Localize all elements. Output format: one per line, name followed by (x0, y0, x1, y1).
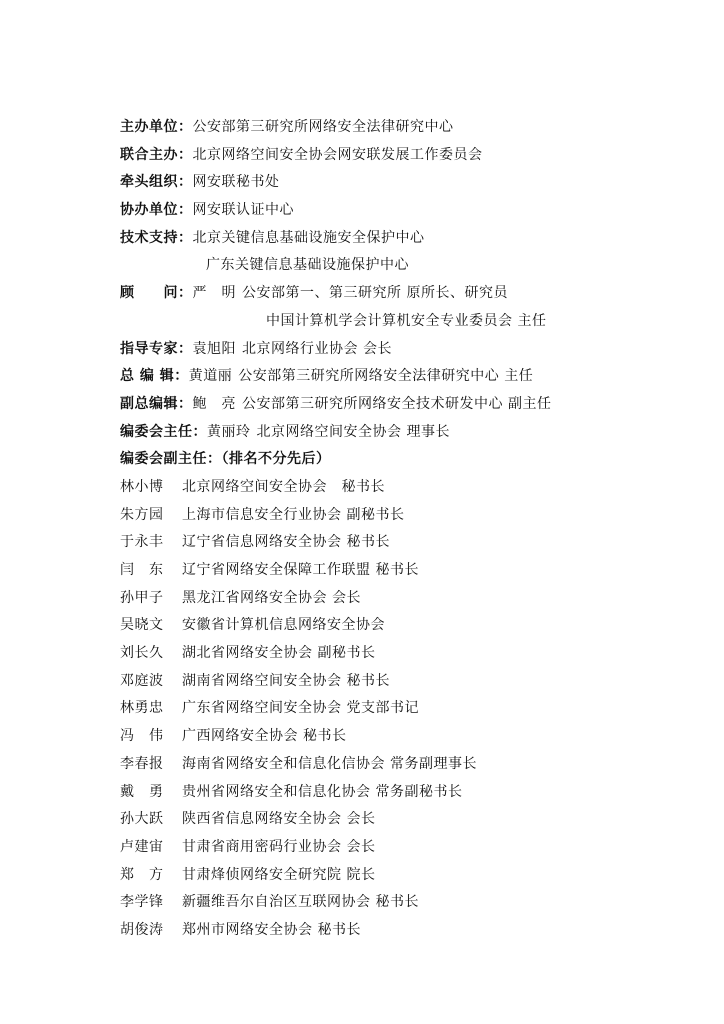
chief-editor-role: 公安部第三研究所网络安全法律研究中心 主任 (238, 368, 534, 385)
list-item (120, 612, 700, 640)
vice-chairs-heading-line (120, 446, 700, 474)
member-role: 广东省网络空间安全协会 党支部书记 (182, 700, 419, 717)
list-item (120, 529, 700, 557)
member-role: 郑州市网络安全协会 秘书长 (182, 921, 361, 938)
tech-support-label: 技术支持： (120, 229, 193, 246)
advisor-line (120, 280, 700, 308)
member-role: 甘肃烽侦网络安全研究院 院长 (182, 866, 376, 883)
list-item (120, 806, 700, 834)
member-name: 李学锋 (120, 894, 164, 911)
member-name: 吴晓文 (120, 617, 164, 634)
member-role: 湖北省网络安全协会 副秘书长 (182, 645, 376, 662)
lead-org-line (120, 169, 700, 197)
member-name: 朱方园 (120, 506, 164, 523)
list-item (120, 723, 700, 751)
advisor-line-2 (120, 308, 700, 336)
committee-chair-label: 编委会主任： (120, 423, 207, 440)
member-role: 陕西省信息网络安全协会 会长 (182, 811, 376, 828)
member-name: 孙甲子 (120, 589, 164, 606)
list-item (120, 751, 700, 779)
advisor-role-2: 中国计算机学会计算机安全专业委员会 主任 (266, 312, 547, 329)
member-name: 刘长久 (120, 645, 164, 662)
list-item (120, 668, 700, 696)
list-item (120, 502, 700, 530)
member-name: 卢建宙 (120, 838, 164, 855)
list-item (120, 557, 700, 585)
member-name: 林勇忠 (120, 700, 164, 717)
assist-org-value: 网安联认证中心 (192, 202, 294, 219)
assist-org-label: 协办单位： (120, 202, 193, 219)
committee-chair-line (120, 419, 700, 447)
organizer-label: 主办单位： (120, 119, 193, 135)
tech-support-line-2 (120, 252, 700, 280)
expert-name: 袁旭阳 (192, 340, 236, 357)
list-item (120, 695, 700, 723)
member-role: 新疆维吾尔自治区互联网协会 秘书长 (182, 894, 419, 911)
chief-editor-label: 总 编 辑： (120, 368, 189, 385)
list-item (120, 834, 700, 862)
member-name: 戴 勇 (120, 783, 164, 800)
member-role: 辽宁省信息网络安全协会 秘书长 (182, 534, 390, 551)
member-name: 林小博 (120, 478, 164, 495)
expert-role: 北京网络行业协会 会长 (242, 340, 392, 357)
member-name: 郑 方 (120, 866, 164, 883)
vice-chairs-heading: 编委会副主任：（排名不分先后） (120, 451, 331, 468)
tech-support-value: 北京关键信息基础设施安全保护中心 (192, 229, 425, 246)
member-role: 湖南省网络空间安全协会 秘书长 (182, 672, 390, 689)
deputy-editor-label: 副总编辑： (120, 395, 193, 412)
list-item (120, 474, 700, 502)
co-organizer-line (120, 142, 700, 170)
advisor-label: 顾 问： (120, 285, 193, 302)
member-role: 甘肃省商用密码行业协会 会长 (182, 838, 376, 855)
list-item (120, 917, 700, 945)
co-organizer-value: 北京网络空间安全协会网安联发展工作委员会 (192, 146, 483, 163)
tech-support-value-2: 广东关键信息基础设施保护中心 (206, 257, 409, 274)
advisor-role-1: 公安部第一、第三研究所 原所长、研究员 (242, 285, 508, 302)
member-role: 上海市信息安全行业协会 副秘书长 (182, 506, 405, 523)
chief-editor-line (120, 363, 700, 391)
deputy-editor-name: 鲍 亮 (192, 395, 236, 412)
lead-org-label: 牵头组织： (120, 174, 193, 191)
tech-support-line (120, 225, 700, 253)
list-item (120, 862, 700, 890)
member-role: 辽宁省网络安全保障工作联盟 秘书长 (182, 562, 419, 578)
masthead-document (120, 114, 700, 945)
member-role: 黑龙江省网络安全协会 会长 (182, 589, 361, 606)
member-role: 北京网络空间安全协会 秘书长 (182, 478, 385, 495)
organizer-line (120, 114, 700, 142)
advisor-name: 严 明 (192, 285, 236, 302)
deputy-editor-role: 公安部第三研究所网络安全技术研发中心 副主任 (242, 395, 552, 412)
member-name: 闫 东 (120, 562, 164, 578)
assist-org-line (120, 197, 700, 225)
expert-label: 指导专家： (120, 340, 193, 357)
member-name: 李春报 (120, 755, 164, 772)
list-item (120, 779, 700, 807)
list-item (120, 889, 700, 917)
member-role: 贵州省网络安全和信息化协会 常务副秘书长 (182, 783, 463, 800)
list-item (120, 585, 700, 613)
expert-line (120, 336, 700, 364)
member-role: 广西网络安全协会 秘书长 (182, 728, 347, 745)
member-name: 冯 伟 (120, 728, 164, 745)
member-name: 胡俊涛 (120, 921, 164, 938)
chief-editor-name: 黄道丽 (188, 368, 233, 385)
vice-chairs-list (120, 474, 700, 945)
member-role: 安徽省计算机信息网络安全协会 (182, 617, 385, 634)
member-name: 邓庭波 (120, 672, 164, 689)
member-name: 孙大跃 (120, 811, 164, 828)
committee-chair-role: 北京网络空间安全协会 理事长 (256, 423, 450, 440)
lead-org-value: 网安联秘书处 (192, 174, 280, 191)
co-organizer-label: 联合主办： (120, 146, 193, 163)
deputy-editor-line (120, 391, 700, 419)
organizer-value: 公安部第三研究所网络安全法律研究中心 (192, 119, 454, 135)
member-role: 海南省网络安全和信息化信协会 常务副理事长 (182, 755, 477, 772)
committee-chair-name: 黄丽玲 (207, 423, 251, 440)
member-name: 于永丰 (120, 534, 164, 551)
list-item (120, 640, 700, 668)
